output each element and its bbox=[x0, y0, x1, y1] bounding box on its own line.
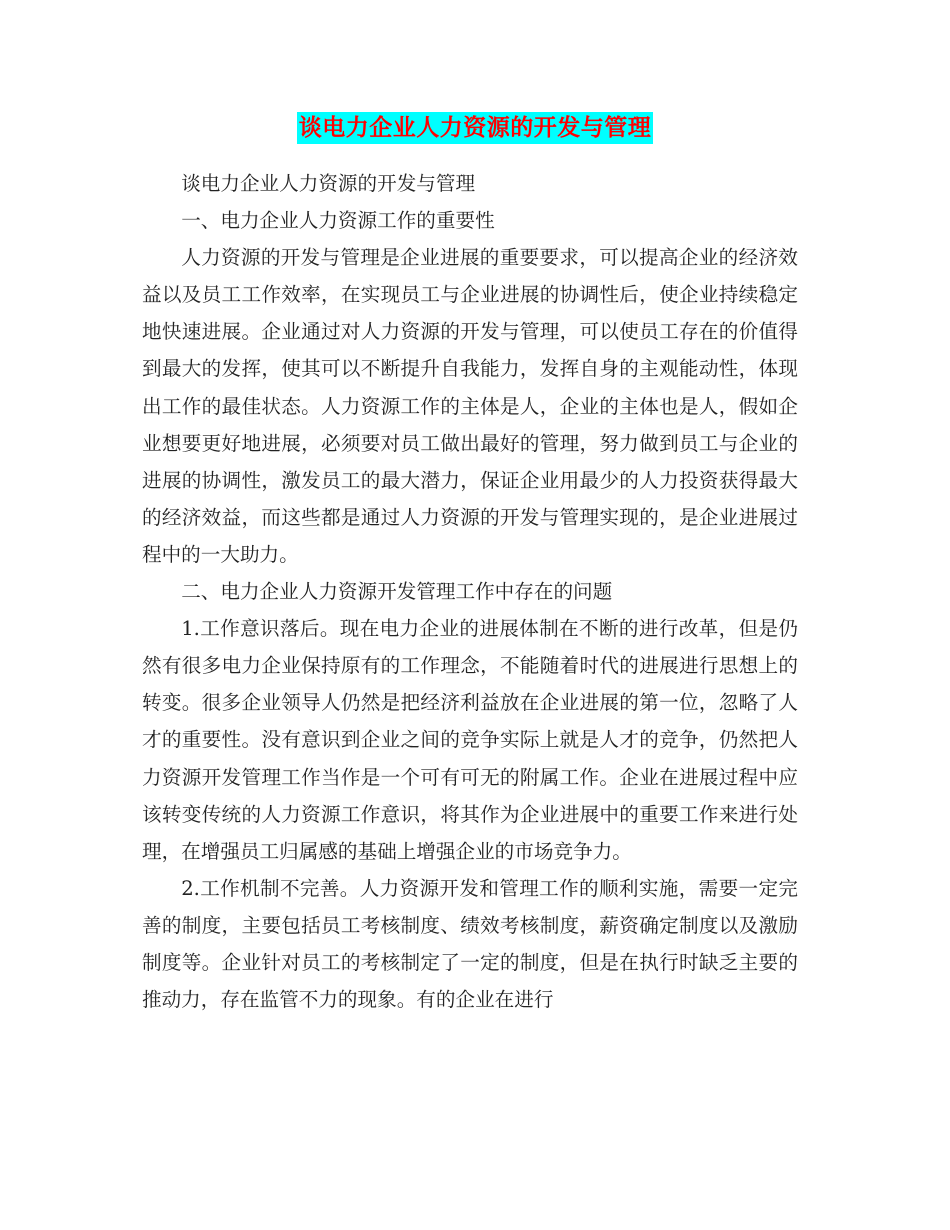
title-wrap bbox=[0, 112, 950, 144]
paragraph-importance: 人力资源的开发与管理是企业进展的重要要求，可以提高企业的经济效益以及员工工作效率，在实现员工与企业进展的协调性后，使企业持续稳定地快速进展。企业通过对人力资源的开发与管理，可以使员工存在的价值得到最大的发挥，使其可以不断提升自我能力，发挥自身的主观能动性，体现出工作的最佳状态。人力资源工作的主体是人，企业的主体也是人，假如企业想要更好地进展，必须要对员工做出最好的管理，努力做到员工与企业的进展的协调性，激发员工的最大潜力，保证企业用最少的人力投资获得最大的经济效益，而这些都是通过人力资源的开发与管理实现的，是企业进展过程中的一大助力。 bbox=[142, 246, 798, 566]
paragraph-issue-1: 1.工作意识落后。现在电力企业的进展体制在不断的进行改革，但是仍然有很多电力企业保持原有的工作理念，不能随着时代的进展进行思想上的转变。很多企业领导人仍然是把经济利益放在企业进展的第一位，忽略了人才的重要性。没有意识到企业之间的竞争实际上就是人才的竞争，仍然把人力资源开发管理工作当作是一个可有可无的附属工作。企业在进展过程中应该转变传统的人力资源工作意识，将其作为企业进展中的重要工作来进行处理，在增强员工归属感的基础上增强企业的市场竞争力。 bbox=[142, 617, 798, 863]
section-heading-1: 一、电力企业人力资源工作的重要性 bbox=[181, 209, 495, 233]
paragraph-subtitle: 谈电力企业人力资源的开发与管理 bbox=[181, 172, 476, 195]
document-title: 谈电力企业人力资源的开发与管理 bbox=[297, 112, 654, 144]
document-body bbox=[142, 165, 798, 1018]
section-heading-2: 二、电力企业人力资源开发管理工作中存在的问题 bbox=[181, 580, 613, 604]
paragraph-issue-2: 2.工作机制不完善。人力资源开发和管理工作的顺利实施，需要一定完善的制度，主要包括员工考核制度、绩效考核制度，薪资确定制度以及激励制度等。企业针对员工的考核制定了一定的制度，但是在执行时缺乏主要的推动力，存在监管不力的现象。有的企业在进行 bbox=[142, 876, 798, 1012]
